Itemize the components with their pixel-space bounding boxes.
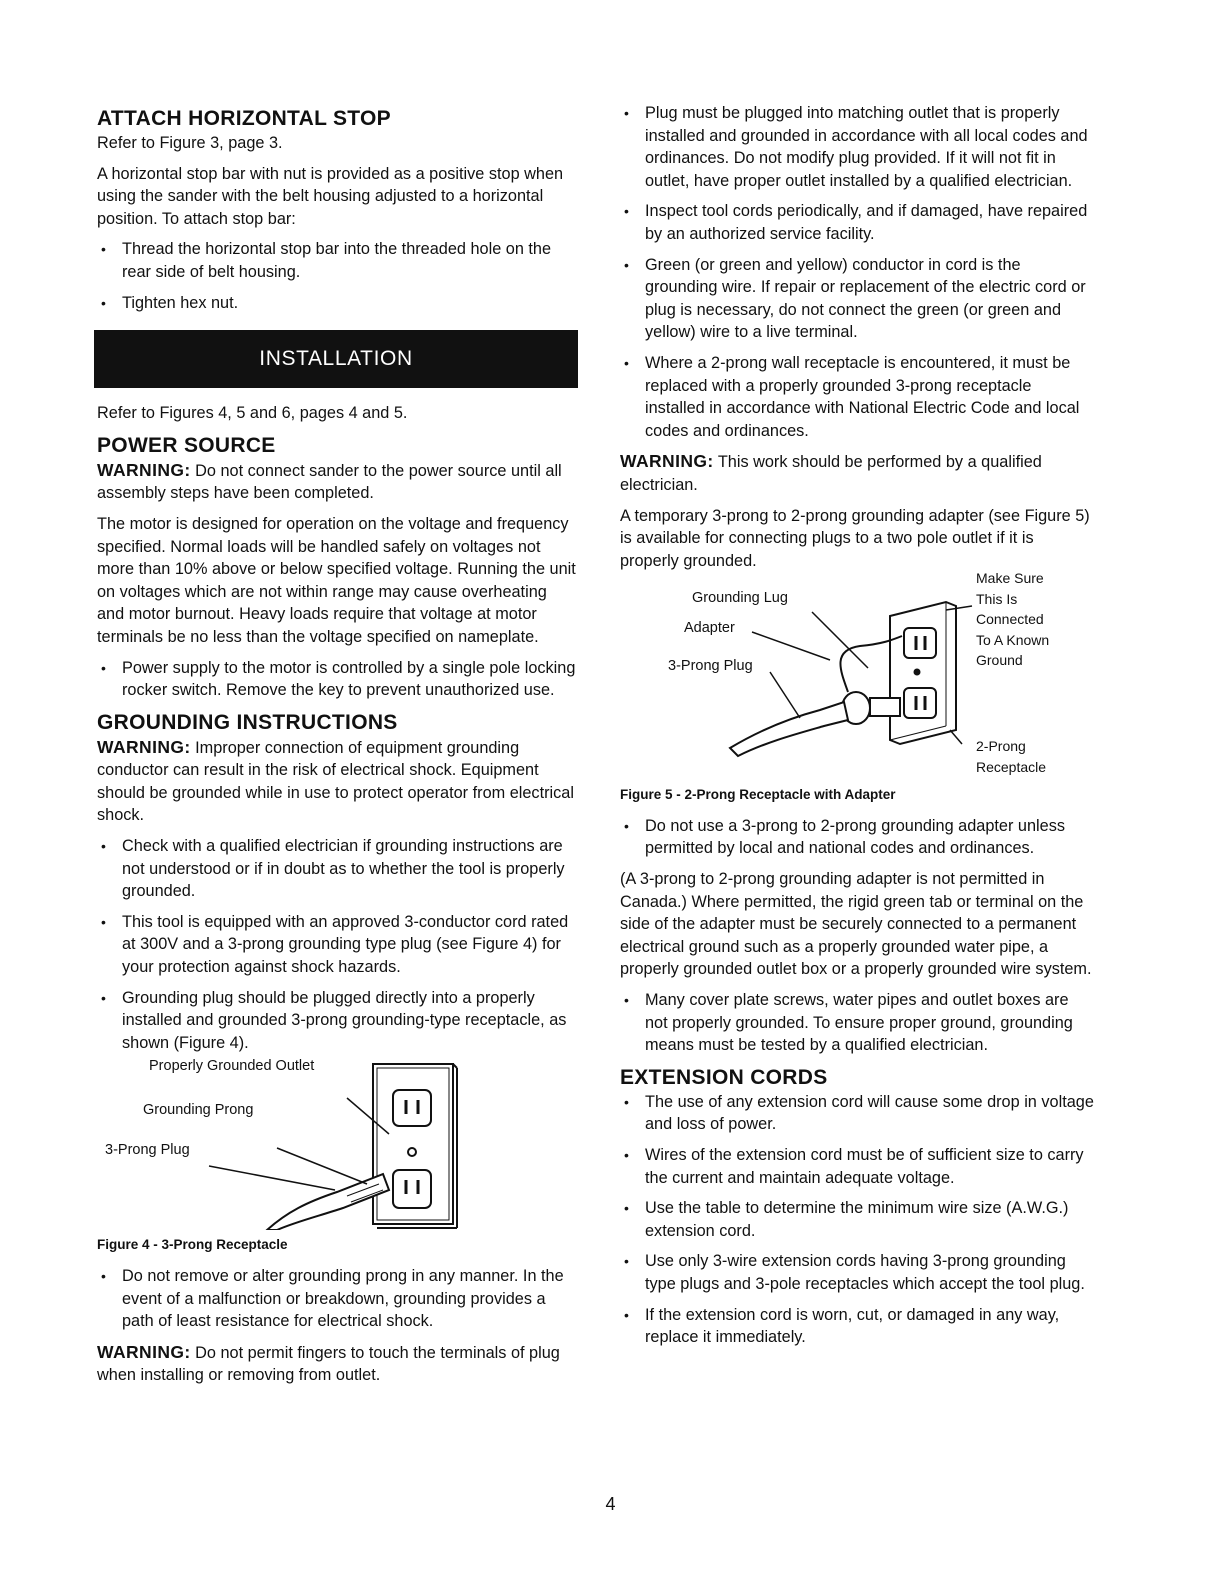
list-item: • Tighten hex nut. (97, 292, 577, 315)
attach-horizontal-stop-heading: ATTACH HORIZONTAL STOP (97, 107, 391, 130)
list-item: • Many cover plate screws, water pipes and outlet boxes are not properly grounded. To ensure proper ground, grounding means must be tested by a qualified electrician. (620, 989, 1095, 1057)
right-column (620, 102, 1095, 1357)
list-item: • Green (or green and yellow) conductor in cord is the grounding wire. If repair or replacement of the electric cord or plug is necessary, do not connect the green (or green and yellow) wire to a live terminal. (620, 254, 1095, 344)
warning-label: WARNING: (97, 736, 191, 757)
figure-5-caption: Figure 5 - 2-Prong Receptacle with Adapter (620, 787, 896, 803)
page-number: 4 (605, 1494, 616, 1514)
figure-5-label-adapter: Adapter (684, 620, 735, 637)
grounding-bullet-list (97, 835, 577, 1054)
figure-4-label-prong: Grounding Prong (143, 1102, 254, 1119)
extension-cords-heading: EXTENSION CORDS (620, 1065, 828, 1089)
warning-text: Do not permit fingers to touch the terminals of plug when installing or removing from outlet. (97, 1343, 560, 1385)
warning-text: Do not connect sander to the power source until all assembly steps have been completed. (97, 461, 562, 503)
attach-bullet-list (97, 238, 577, 314)
grounding-warning (97, 736, 577, 827)
figure-5 (620, 570, 1095, 788)
after-figure-4-bullet-list (97, 1265, 577, 1333)
ground-test-bullet-list (620, 989, 1095, 1057)
figure-4-caption: Figure 4 - 3-Prong Receptacle (97, 1237, 288, 1253)
power-bullet-list (97, 657, 577, 702)
list-item: • Check with a qualified electrician if grounding instructions are not understood or if in doubt as to whether the tool is properly grounded. (97, 835, 577, 903)
figure-5-label-lug: Grounding Lug (692, 590, 788, 607)
list-item: • The use of any extension cord will cause some drop in voltage and loss of power. (620, 1091, 1095, 1136)
list-item: • Do not use a 3-prong to 2-prong grounding adapter unless permitted by local and national codes and ordinances. (620, 815, 1095, 860)
list-item: • Use the table to determine the minimum wire size (A.W.G.) extension cord. (620, 1197, 1095, 1242)
warning-text: This work should be performed by a qualified electrician. (620, 453, 1042, 494)
grounding-instructions-heading: GROUNDING INSTRUCTIONS (97, 710, 398, 734)
attach-body-text: A horizontal stop bar with nut is provided as a positive stop when using the sander with the belt housing adjusted to a horizontal position. To attach stop bar: (97, 164, 564, 228)
list-item: • This tool is equipped with an approved 3-conductor cord rated at 300V and a 3-prong grounding type plug (see Figure 4) for your protection against shock hazards. (97, 911, 577, 979)
power-warning (97, 459, 577, 505)
adapter-body-text: A temporary 3-prong to 2-prong grounding adapter (see Figure 5) is available for connecting plugs to a two pole outlet if it is properly grounded. (620, 506, 1090, 570)
final-warning (97, 1341, 577, 1387)
attach-ref-text: Refer to Figure 3, page 3. (97, 134, 283, 152)
installation-banner: INSTALLATION (94, 330, 578, 388)
list-item: • Wires of the extension cord must be of sufficient size to carry the current and maintain adequate voltage. (620, 1144, 1095, 1189)
warning-text: Improper connection of equipment grounding conductor can result in the risk of electrical shock. Equipment should be grounded while in use to protect operator from electrical shock. (97, 738, 574, 825)
figure-5-label-plug: 3-Prong Plug (668, 658, 753, 675)
adapter-bullet-list (620, 815, 1095, 860)
list-item: • Grounding plug should be plugged directly into a properly installed and grounded 3-prong grounding-type receptacle, as shown (Figure 4). (97, 987, 577, 1055)
electrician-warning (620, 450, 1095, 496)
canada-body-text: (A 3-prong to 2-prong grounding adapter is not permitted in Canada.) Where permitted, the rigid green tab or terminal on the side of the adapter must be securely connected to a permanent electrical ground such as a properly grounded water pipe, a properly grounded outlet box or a properly grounded wire system. (620, 870, 1092, 979)
extension-bullet-list (620, 1091, 1095, 1349)
list-item: • Power supply to the motor is controlled by a single pole locking rocker switch. Remove the key to prevent unauthorized use. (97, 657, 577, 702)
installation-ref-text: Refer to Figures 4, 5 and 6, pages 4 and 5. (97, 404, 408, 423)
list-item: • Do not remove or alter grounding prong in any manner. In the event of a malfunction or breakdown, grounding provides a path of least resistance for electrical shock. (97, 1265, 577, 1333)
list-item: • Where a 2-prong wall receptacle is encountered, it must be replaced with a properly grounded 3-prong receptacle installed in accordance with National Electric Code and local codes and ordinances. (620, 352, 1095, 442)
list-item: • Plug must be plugged into matching outlet that is properly installed and grounded in accordance with all local codes and ordinances. Do not modify plug provided. If it will not fit in outlet, have proper outlet installed by a qualified electrician. (620, 102, 1095, 192)
figure-5-label-make-sure: Make Sure This Is Connected To A Known Ground (976, 570, 1050, 669)
list-item: • Use only 3-wire extension cords having 3-prong grounding type plugs and 3-pole receptacles which accept the tool plug. (620, 1250, 1095, 1295)
list-item: • Inspect tool cords periodically, and if damaged, have repaired by an authorized service facility. (620, 200, 1095, 245)
figure-4 (97, 1058, 577, 1230)
figure-4-label-outlet: Properly Grounded Outlet (149, 1058, 315, 1075)
warning-label: WARNING: (620, 451, 714, 472)
list-item: • If the extension cord is worn, cut, or damaged in any way, replace it immediately. (620, 1304, 1095, 1349)
power-source-heading: POWER SOURCE (97, 433, 276, 457)
warning-label: WARNING: (97, 1341, 191, 1362)
warning-label: WARNING: (97, 459, 191, 480)
figure-5-label-receptacle: 2-Prong Receptacle (976, 738, 1047, 775)
left-column (97, 98, 577, 1395)
plug-bullet-list (620, 102, 1095, 442)
figure-4-label-plug: 3-Prong Plug (105, 1142, 190, 1159)
power-body-text: The motor is designed for operation on the voltage and frequency specified. Normal loads will be handled safely on voltages not more than 10% above or below specified voltage. Running the unit on voltages which are not within range may cause overheating and motor burnout. Heavy loads require that voltage at motor terminals be no less than the voltage specified on nameplate. (97, 514, 576, 646)
list-item: • Thread the horizontal stop bar into the threaded hole on the rear side of belt housing. (97, 238, 577, 283)
